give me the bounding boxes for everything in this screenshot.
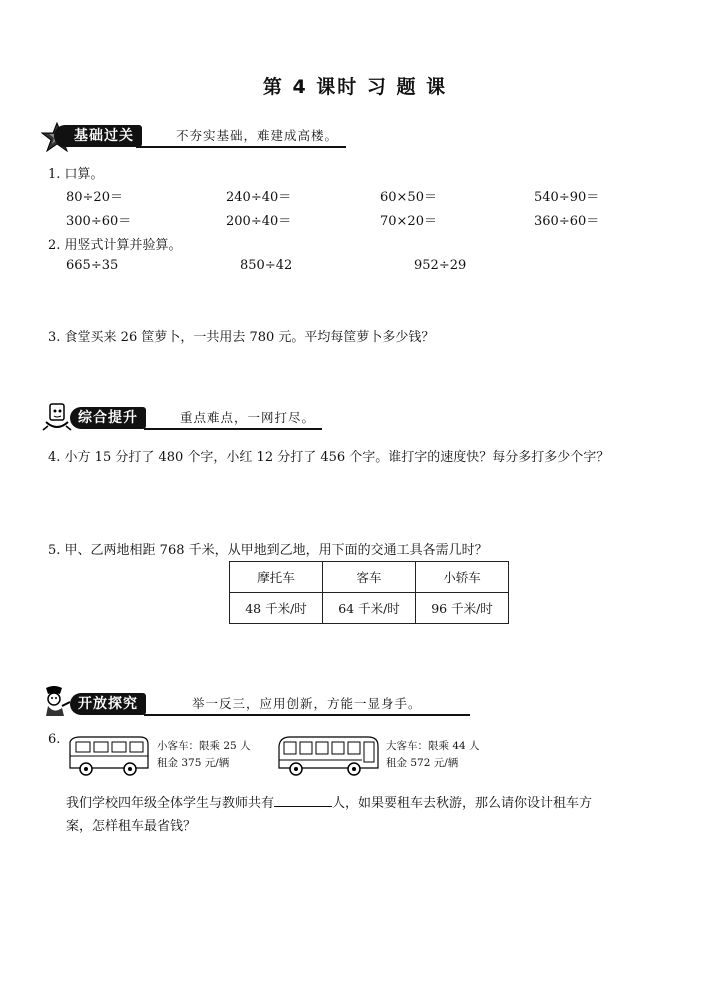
section-motto-open: 举一反三，应用创新，方能一显身手。 [192, 696, 422, 711]
q1-item: 540÷90＝ [534, 190, 600, 205]
table-header-cell: 摩托车 [230, 562, 323, 593]
small-bus-rent: 租金 375 元/辆 [157, 757, 230, 769]
section-banner-advanced [40, 404, 680, 432]
q2-item: 850÷42 [240, 258, 293, 273]
small-bus-info [157, 738, 251, 772]
student-mascot-icon [40, 402, 74, 432]
q1-item: 360÷60＝ [534, 214, 600, 229]
table-cell: 64 千米/时 [323, 593, 416, 624]
question-5: 5. 甲、乙两地相距 768 千米，从甲地到乙地，用下面的交通工具各需几时？ [48, 543, 488, 558]
answer-blank[interactable] [274, 794, 332, 807]
table-header-cell: 小轿车 [416, 562, 509, 593]
big-bus-info [386, 738, 480, 772]
small-bus-icon [66, 734, 152, 780]
section-underline [144, 714, 470, 716]
section-banner-open [40, 690, 680, 718]
question-3: 3. 食堂买来 26 筐萝卜，一共用去 780 元。平均每筐萝卜多少钱？ [48, 330, 435, 345]
q6-text-part1: 我们学校四年级全体学生与教师共有 [66, 796, 275, 811]
q2-item: 952÷29 [414, 258, 467, 273]
vehicle-speed-table [229, 561, 509, 624]
question-6-number: 6. [48, 732, 61, 747]
section-motto-advanced: 重点难点，一网打尽。 [180, 410, 316, 425]
section-motto-basic: 不夯实基础，难建成高楼。 [176, 128, 339, 143]
q6-text-part2: 人，如果要租车去秋游，那么请你设计租车方 [332, 796, 593, 811]
question-6-line2: 案，怎样租车最省钱？ [66, 819, 197, 834]
section-label-basic: 基础过关 [54, 125, 142, 147]
q1-item: 60×50＝ [380, 190, 437, 205]
section-label-open: 开放探究 [70, 693, 146, 715]
question-6-line1 [66, 792, 592, 811]
q1-item: 70×20＝ [380, 214, 437, 229]
q1-item: 240÷40＝ [226, 190, 292, 205]
section-banner-basic [40, 122, 680, 150]
question-4: 4. 小方 15 分打了 480 个字，小红 12 分打了 456 个字。谁打字的速度快？每分多打多少个字？ [48, 450, 610, 465]
q2-item: 665÷35 [66, 258, 119, 273]
table-header-cell: 客车 [323, 562, 416, 593]
big-bus-icon [276, 734, 382, 780]
big-bus-capacity: 大客车：限乘 44 人 [386, 740, 480, 752]
section-label-advanced: 综合提升 [70, 407, 146, 429]
q1-item: 80÷20＝ [66, 190, 123, 205]
page-title: 第 4 课时 习 题 课 [262, 76, 448, 98]
section-underline [144, 428, 322, 430]
small-bus-capacity: 小客车：限乘 25 人 [157, 740, 251, 752]
big-bus-rent: 租金 572 元/辆 [386, 757, 459, 769]
question-2-label: 2. 用竖式计算并验算。 [48, 238, 182, 253]
q1-item: 200÷40＝ [226, 214, 292, 229]
question-1-label: 1. 口算。 [48, 167, 104, 182]
table-cell: 96 千米/时 [416, 593, 509, 624]
section-underline [136, 146, 346, 148]
q1-item: 300÷60＝ [66, 214, 132, 229]
table-cell: 48 千米/时 [230, 593, 323, 624]
